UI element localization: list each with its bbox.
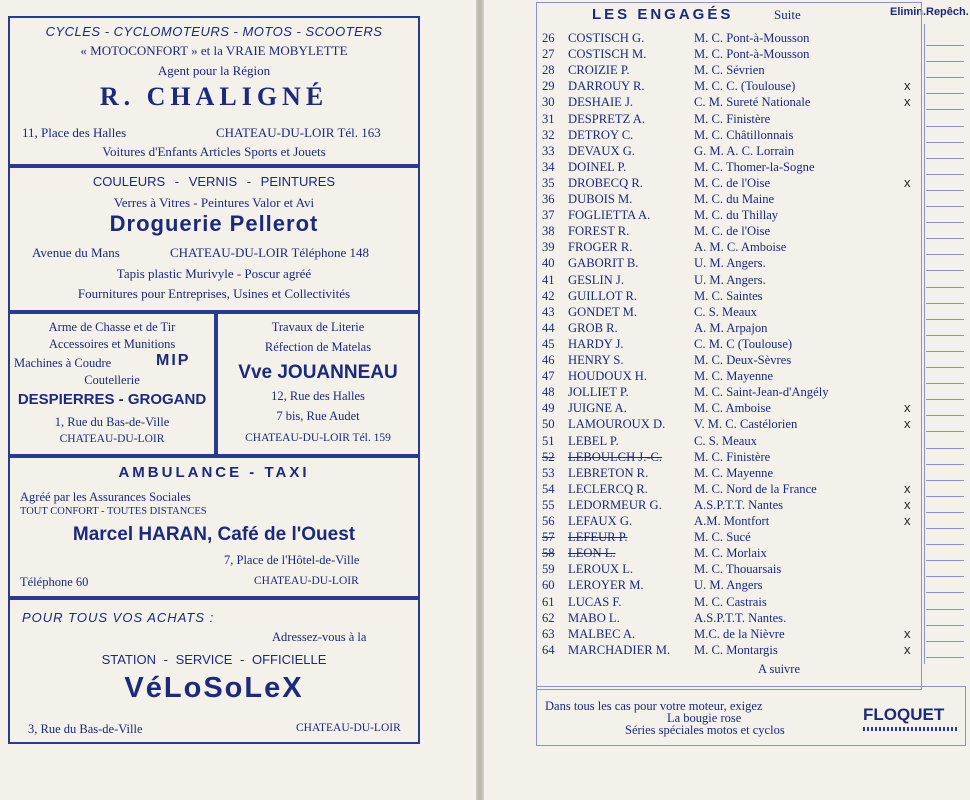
repech-line <box>926 448 964 449</box>
entry-name: DESPRETZ A. <box>568 111 645 126</box>
elimination-mark: x <box>904 496 911 512</box>
entry-number: 26 <box>542 31 555 45</box>
ad-despierres-line4: Coutellerie <box>84 373 140 387</box>
entry-club: A. M. Arpajon <box>694 320 768 335</box>
repech-line <box>926 399 964 400</box>
ad-chaligne-address: 11, Place des Halles <box>22 125 127 140</box>
entry-club: M. C. Finistère <box>694 111 771 126</box>
entry-club: A.M. Montfort <box>694 514 770 528</box>
ad-jouanneau-town-tel: CHATEAU-DU-LOIR Tél. 159 <box>245 432 391 444</box>
entry-name: LEON L. <box>568 546 616 561</box>
entry-name: HENRY S. <box>568 353 624 367</box>
ad-floquet-line2: La bougie rose <box>667 711 742 725</box>
entry-club: C. M. Sureté Nationale <box>694 95 811 110</box>
entry-number: 64 <box>542 642 555 657</box>
ad-despierres-name: DESPIERRES - GROGAND <box>17 391 207 408</box>
repech-line <box>926 222 964 223</box>
entry-club: C. S. Meaux <box>694 433 757 448</box>
ad-pellerot-line4: Fournitures pour Entreprises, Usines et Collectivités <box>77 286 351 301</box>
ad-floquet-line3: Séries spéciales motos et cyclos <box>625 723 785 737</box>
entry-name: GABORIT B. <box>568 256 639 271</box>
entry-number: 35 <box>542 175 555 190</box>
entry-number: 46 <box>542 353 555 367</box>
elimination-mark: x <box>904 416 911 432</box>
ad-haran-town: CHATEAU-DU-LOIR <box>254 575 359 587</box>
entry-number: 34 <box>542 159 555 174</box>
entry-club: A.S.P.T.T. Nantes <box>694 497 784 512</box>
repech-line <box>926 496 964 497</box>
entry-club: A. M. C. Amboise <box>694 240 787 255</box>
entry-name: LEFEUR P. <box>568 530 628 545</box>
repech-line <box>926 126 964 127</box>
ad-velosolex-line1: POUR TOUS VOS ACHATS : <box>22 610 215 625</box>
entry-number: 52 <box>542 449 555 464</box>
entry-name: LUCAS F. <box>568 594 622 609</box>
entry-club: U. M. Angers <box>694 578 763 593</box>
elimination-mark: x <box>904 94 911 110</box>
repech-line <box>926 657 964 658</box>
entry-name: JUIGNE A. <box>568 401 627 416</box>
entry-name: COSTISCH M. <box>568 47 647 62</box>
left-page <box>0 0 476 800</box>
entry-club: M. C. Saintes <box>694 288 763 303</box>
entry-name: DOINEL P. <box>568 159 627 174</box>
ad-velosolex-line2: Adressez-vous à la <box>272 630 367 644</box>
entry-name: LECLERCQ R. <box>568 481 648 496</box>
repech-line <box>926 206 964 207</box>
entry-number: 48 <box>542 385 555 400</box>
entry-number: 42 <box>542 288 555 303</box>
elimination-mark: x <box>904 641 911 657</box>
ad-velosolex-name: VéLoSoLeX <box>124 672 304 704</box>
entry-name: LEDORMEUR G. <box>568 497 662 512</box>
ad-despierres-line3: Machines à Coudre <box>14 356 112 370</box>
ad-pellerot-name: Droguerie Pellerot <box>109 211 319 236</box>
repech-line <box>926 609 964 610</box>
entry-club: C. S. Meaux <box>694 304 757 319</box>
repech-line <box>926 641 964 642</box>
floquet-stripe <box>863 727 959 731</box>
entries-title-suffix: Suite <box>774 7 801 22</box>
repech-line <box>926 625 964 626</box>
repech-line <box>926 464 964 465</box>
ad-floquet-brand: FLOQUET <box>863 705 945 724</box>
repech-line <box>926 592 964 593</box>
repech-line <box>926 238 964 239</box>
entry-club: M. C. Sévrien <box>694 63 765 78</box>
ad-despierres-line2: Accessoires et Munitions <box>48 337 176 351</box>
entry-number: 30 <box>542 95 555 110</box>
entry-number: 40 <box>542 256 555 271</box>
right-page <box>484 0 970 800</box>
entry-club: M. C. Mayenne <box>694 465 774 480</box>
ad-velosolex-town: CHATEAU-DU-LOIR <box>296 722 401 734</box>
entry-name: GROB R. <box>568 320 618 335</box>
entry-club: M.C. de la Nièvre <box>694 626 785 641</box>
ad-despierres-address: 1, Rue du Bas-de-Ville <box>54 415 170 429</box>
entry-number: 54 <box>542 481 555 496</box>
repech-line <box>926 528 964 529</box>
entry-number: 51 <box>542 433 555 448</box>
entries-list <box>484 31 970 671</box>
entry-club: M. C. Deux-Sèvres <box>694 353 792 367</box>
entry-number: 39 <box>542 240 555 255</box>
entry-number: 58 <box>542 546 555 561</box>
ad-haran-line1: Agréé par les Assurances Sociales <box>20 490 191 504</box>
entry-number: 55 <box>542 497 555 512</box>
ad-pellerot-town-tel: CHATEAU-DU-LOIR Téléphone 148 <box>170 245 370 260</box>
ad-haran-phone: Téléphone 60 <box>20 575 89 589</box>
ad-chaligne-name: R. CHALIGNÉ <box>99 82 329 111</box>
entry-club: M. C. Châtillonnais <box>694 127 794 142</box>
entry-name: LEROYER M. <box>568 578 644 593</box>
ad-despierres-brand: MIP <box>156 352 191 369</box>
entry-number: 53 <box>542 465 555 480</box>
entry-club: M. C. Amboise <box>694 401 771 416</box>
entry-number: 43 <box>542 304 555 319</box>
col-repech-header: Repêch. <box>926 6 969 18</box>
elimination-mark: x <box>904 400 911 416</box>
entry-club: M. C. C. (Toulouse) <box>694 79 796 94</box>
entry-name: LEROUX L. <box>568 562 634 577</box>
repech-line <box>926 431 964 432</box>
ad-velosolex <box>8 598 420 744</box>
ad-velosolex-line3: STATION - SERVICE - OFFICIELLE <box>101 652 327 667</box>
ad-haran-name: Marcel HARAN, Café de l'Ouest <box>72 524 356 545</box>
entry-club: M. C. Montargis <box>694 642 778 657</box>
repech-line <box>926 383 964 384</box>
repech-line <box>926 254 964 255</box>
ad-jouanneau-address1: 12, Rue des Halles <box>271 389 365 403</box>
entry-club: V. M. C. Castélorien <box>694 417 798 432</box>
entry-club: U. M. Angers. <box>694 272 766 287</box>
entry-name: LEFAUX G. <box>568 514 633 528</box>
repech-line <box>926 190 964 191</box>
entry-name: FOREST R. <box>568 224 630 239</box>
repech-line <box>926 77 964 78</box>
entry-name: FOGLIETTA A. <box>568 208 651 223</box>
ad-despierres-line1: Arme de Chasse et de Tir <box>48 320 176 334</box>
entry-name: MALBEC A. <box>568 626 636 641</box>
elimination-mark: x <box>904 480 911 496</box>
entry-name: GUILLOT R. <box>568 288 638 303</box>
ad-haran <box>8 456 420 598</box>
entry-name: DETROY C. <box>568 127 634 142</box>
entry-club: M. C. du Maine <box>694 192 775 206</box>
entry-name: DUBOIS M. <box>568 192 633 206</box>
entry-number: 45 <box>542 336 555 351</box>
entry-name: HOUDOUX H. <box>568 369 648 384</box>
repech-line <box>926 45 964 46</box>
ad-jouanneau-line2: Réfection de Matelas <box>264 340 372 354</box>
repech-line <box>926 544 964 545</box>
entry-name: MABO L. <box>568 610 620 625</box>
elimination-mark: x <box>904 78 911 94</box>
entry-club: M. C. Saint-Jean-d'Angély <box>694 385 829 400</box>
entry-club: U. M. Angers. <box>694 256 766 271</box>
ad-floquet <box>536 686 966 746</box>
entry-name: MARCHADIER M. <box>568 642 671 657</box>
repech-line <box>926 351 964 352</box>
entry-number: 61 <box>542 594 555 609</box>
entry-club: M. C. Pont-à-Mousson <box>694 47 810 62</box>
repech-line <box>926 367 964 368</box>
ad-jouanneau-address2: 7 bis, Rue Audet <box>276 409 360 423</box>
entry-number: 44 <box>542 320 555 335</box>
entry-name: LEBOULCH J.-C. <box>568 449 663 464</box>
entry-name: FROGER R. <box>568 240 633 255</box>
repech-line <box>926 576 964 577</box>
elimination-mark: x <box>904 513 911 528</box>
entry-number: 57 <box>542 530 555 545</box>
ad-despierres-town: CHATEAU-DU-LOIR <box>59 433 165 445</box>
repech-line <box>926 415 964 416</box>
entry-number: 33 <box>542 143 555 158</box>
entry-name: DEVAUX G. <box>568 143 635 158</box>
entry-name: GESLIN J. <box>568 272 624 287</box>
ad-chaligne-items: Voitures d'Enfants Articles Sports et Jouets <box>102 144 326 159</box>
ad-chaligne-line3: Agent pour la Région <box>157 63 271 78</box>
entry-number: 38 <box>542 224 555 239</box>
entry-name: COSTISCH G. <box>568 31 645 45</box>
entry-club: A.S.P.T.T. Nantes. <box>694 610 787 625</box>
repech-line <box>926 480 964 481</box>
entry-name: DROBECQ R. <box>568 175 643 190</box>
entry-club: M. C. Thomer-la-Sogne <box>694 159 815 174</box>
entry-number: 27 <box>542 47 555 62</box>
ad-chaligne-town-tel: CHATEAU-DU-LOIR Tél. 163 <box>216 125 381 140</box>
entry-club: M. C. Pont-à-Mousson <box>694 31 810 45</box>
elimination-mark: x <box>904 625 911 641</box>
entry-club: M. C. Morlaix <box>694 546 767 561</box>
ad-pellerot-line1: COULEURS - VERNIS - PEINTURES <box>92 174 336 189</box>
entry-club: M. C. de l'Oise <box>694 224 771 239</box>
ad-velosolex-address: 3, Rue du Bas-de-Ville <box>28 722 143 736</box>
entry-name: LEBEL P. <box>568 433 619 448</box>
entry-club: G. M. A. C. Lorrain <box>694 143 795 158</box>
entry-number: 60 <box>542 578 555 593</box>
entry-name: GONDET M. <box>568 304 638 319</box>
entry-club: M. C. du Thillay <box>694 208 779 223</box>
entry-number: 49 <box>542 401 555 416</box>
repech-line <box>926 560 964 561</box>
repech-line <box>926 93 964 94</box>
repech-line <box>926 109 964 110</box>
ad-haran-address: 7, Place de l'Hôtel-de-Ville <box>224 553 360 567</box>
entry-number: 47 <box>542 369 555 384</box>
entry-club: M. C. Nord de la France <box>694 481 817 496</box>
entry-club: M. C. Finistère <box>694 449 771 464</box>
repech-line <box>926 512 964 513</box>
page-fold <box>476 0 484 800</box>
ad-haran-line2: TOUT CONFORT - TOUTES DISTANCES <box>20 506 207 517</box>
entry-club: M. C. Castrais <box>694 594 767 609</box>
entry-name: LEBRETON R. <box>568 465 649 480</box>
entry-name: DESHAIE J. <box>568 95 634 110</box>
entry-club: C. M. C (Toulouse) <box>694 336 793 351</box>
ad-pellerot-line2: Verres à Vitres - Peintures Valor et Avi <box>113 195 315 210</box>
ad-chaligne-line2: « MOTOCONFORT » et la VRAIE MOBYLETTE <box>80 43 348 58</box>
entry-name: CROIZIE P. <box>568 63 630 78</box>
entry-number: 28 <box>542 63 555 78</box>
entry-name: HARDY J. <box>568 336 624 351</box>
repech-line <box>926 61 964 62</box>
repech-line <box>926 319 964 320</box>
repech-line <box>926 158 964 159</box>
entries-title: LES ENGAGÉS <box>592 6 734 23</box>
ad-chaligne-line1: CYCLES - CYCLOMOTEURS - MOTOS - SCOOTERS <box>45 24 383 39</box>
ad-pellerot-address: Avenue du Mans <box>32 245 120 260</box>
entry-number: 41 <box>542 272 555 287</box>
repech-line <box>926 270 964 271</box>
entry-club: M. C. Mayenne <box>694 369 774 384</box>
continued-label: A suivre <box>758 662 801 676</box>
entry-number: 29 <box>542 79 555 94</box>
entry-number: 56 <box>542 514 555 528</box>
ad-jouanneau-name: Vve JOUANNEAU <box>238 362 398 383</box>
entry-number: 36 <box>542 192 555 206</box>
ad-haran-title: AMBULANCE - TAXI <box>118 464 310 481</box>
elimination-mark: x <box>904 174 911 190</box>
entry-number: 31 <box>542 111 555 126</box>
entry-name: JOLLIET P. <box>568 385 629 400</box>
ad-pellerot <box>8 166 420 312</box>
entry-name: LAMOUROUX D. <box>568 417 666 432</box>
ad-pellerot-line3: Tapis plastic Murivyle - Poscur agréé <box>116 266 312 281</box>
entry-number: 59 <box>542 562 555 577</box>
entry-number: 50 <box>542 417 555 432</box>
repech-line <box>926 335 964 336</box>
entry-club: M. C. Sucé <box>694 530 751 545</box>
entry-club: M. C. de l'Oise <box>694 175 771 190</box>
ad-jouanneau-line1: Travaux de Literie <box>271 320 365 334</box>
repech-line <box>926 303 964 304</box>
ad-despierres <box>8 312 216 456</box>
ad-jouanneau <box>216 312 420 456</box>
ad-chaligne <box>8 16 420 166</box>
entry-number: 37 <box>542 208 555 223</box>
entry-club: M. C. Thouarsais <box>694 562 782 577</box>
entry-number: 32 <box>542 127 555 142</box>
entry-number: 63 <box>542 626 555 641</box>
entry-number: 62 <box>542 610 555 625</box>
entry-name: DARROUY R. <box>568 79 645 94</box>
repech-line <box>926 174 964 175</box>
repech-line <box>926 142 964 143</box>
repech-line <box>926 287 964 288</box>
col-elimin-header: Elimin. <box>890 6 927 18</box>
ad-floquet-line1: Dans tous les cas pour votre moteur, exigez <box>545 699 763 713</box>
